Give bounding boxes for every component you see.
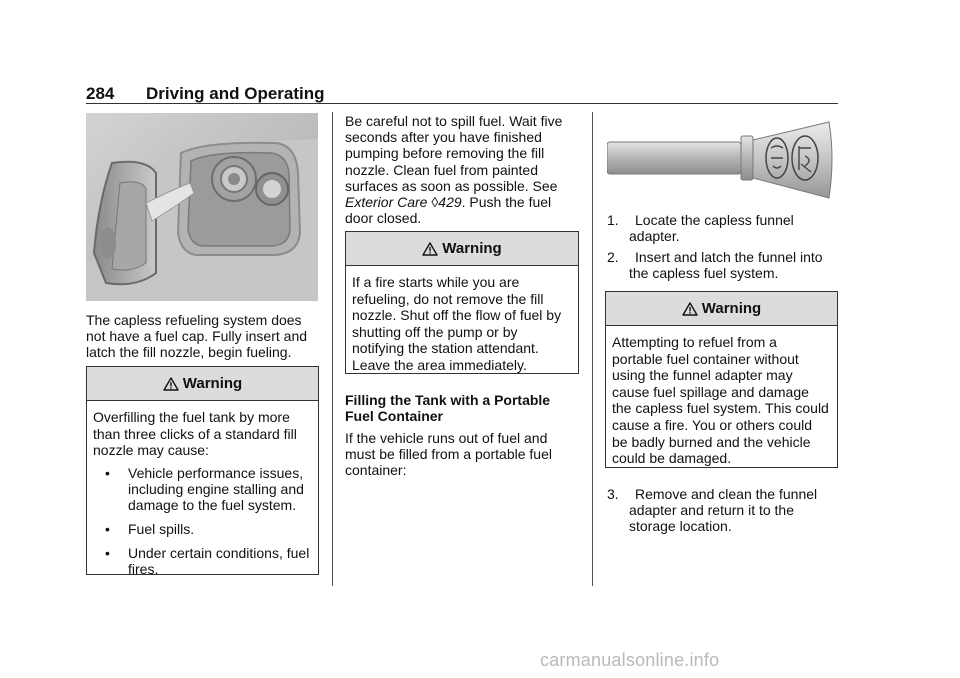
portable-container-paragraph: If the vehicle runs out of fuel and must be filled from a portable fuel container: [345, 430, 552, 479]
step-2 [607, 249, 837, 283]
watermark: carmanualsonline.info [540, 650, 720, 670]
list-item: • Vehicle performance issues, including engine stalling and damage to the fuel system. [105, 464, 304, 513]
section-title: Driving and Operating [146, 84, 325, 103]
warning-box-overfilling [86, 366, 319, 575]
list-item: • Fuel spills. [105, 520, 195, 537]
funnel-adapter-illustration [607, 118, 837, 202]
header-divider [86, 103, 838, 104]
warning-box-portable-container [605, 291, 838, 468]
page-ref-number[interactable]: 429 [438, 194, 462, 211]
step-1 [607, 212, 837, 246]
intro-paragraph: The capless refueling system does not have a fuel cap. Fully insert and latch the fill nozzle, begin fueling. [86, 312, 308, 361]
column-divider-2 [592, 112, 593, 586]
page-number: 284 [86, 84, 115, 103]
warning-icon [682, 301, 698, 317]
warning-header [606, 292, 837, 326]
warning-header [346, 232, 578, 266]
portable-container-heading: Filling the Tank with a Portable Fuel Container [345, 392, 551, 424]
warning-icon [163, 376, 179, 392]
warning-box-fire [345, 231, 579, 374]
step-number: 3. [607, 486, 619, 502]
warning-bullet-list [93, 465, 312, 577]
step-text: Remove and clean the funnel adapter and return it to the storage location. [629, 486, 818, 535]
step-number: 1. [607, 212, 619, 228]
warning-text: Overfilling the fuel tank by more than three clicks of a standard fill nozzle may cause: [93, 409, 297, 459]
step-text: Insert and latch the funnel into the capless fuel system. [629, 249, 823, 282]
list-item: • Under certain conditions, fuel fires. [105, 544, 310, 577]
step-number: 2. [607, 249, 619, 265]
step-text: Locate the capless funnel adapter. [629, 212, 794, 245]
warning-header [87, 367, 318, 401]
spill-paragraph: Be careful not to spill fuel. Wait five seconds after you have finished pumping before removing the fill nozzle. Clean fuel from painted surfaces as soon as possible. See Exterior Care ◊429. Push the fuel door closed. [345, 113, 563, 227]
column-divider-1 [332, 112, 333, 586]
page-ref-icon: ◊ [431, 194, 439, 211]
warning-title: Warning [182, 375, 243, 392]
warning-title: Warning [701, 300, 762, 317]
warning-text: If a fire starts while you are refueling, do not remove the fill nozzle. Shut off the flow of fuel by shutting off the pump or by notifying the station attendant. Leave the area immediately. [352, 274, 562, 373]
step-3 [607, 486, 837, 536]
warning-icon [422, 241, 438, 257]
fuel-door-illustration [86, 113, 318, 301]
cross-reference-link[interactable]: Exterior Care [345, 194, 428, 211]
warning-title: Warning [442, 240, 502, 257]
warning-text: Attempting to refuel from a portable fuel container without using the funnel adapter may cause fuel spillage and damage the capless fuel system. This could cause a fire. You or others could be badly burned and the vehicle could be damaged. [612, 334, 829, 467]
